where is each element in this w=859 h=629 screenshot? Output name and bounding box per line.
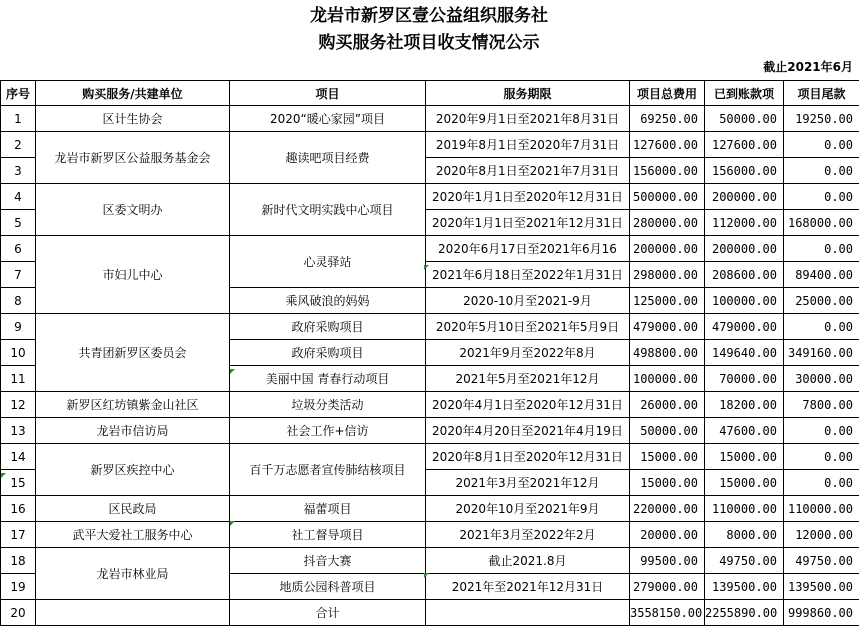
cell-received[interactable]: 156000.00 xyxy=(705,158,784,184)
cell-period[interactable]: 2020年1月1日至2020年12月31日 xyxy=(426,184,630,210)
cell-unit[interactable]: 共青团新罗区委员会 xyxy=(36,314,230,392)
cell-total[interactable]: 3558150.00 xyxy=(630,600,705,626)
cell-balance[interactable]: 0.00 xyxy=(784,418,859,444)
cell-no[interactable]: 13 xyxy=(1,418,36,444)
cell-total[interactable]: 50000.00 xyxy=(630,418,705,444)
cell-received[interactable]: 8000.00 xyxy=(705,522,784,548)
cell-balance[interactable]: 0.00 xyxy=(784,184,859,210)
cell-project[interactable]: 垃圾分类活动 xyxy=(230,392,426,418)
cell-received[interactable]: 15000.00 xyxy=(705,444,784,470)
table-row xyxy=(1,392,859,418)
cell-total[interactable]: 20000.00 xyxy=(630,522,705,548)
cell-indicator-icon xyxy=(1,473,6,478)
cell-received[interactable]: 149640.00 xyxy=(705,340,784,366)
cell-unit[interactable]: 区民政局 xyxy=(36,496,230,522)
cell-period[interactable]: 截止2021.8月 xyxy=(426,548,630,574)
cell-balance[interactable]: 139500.00 xyxy=(784,574,859,600)
cell-balance[interactable]: 19250.00 xyxy=(784,106,859,132)
table-row xyxy=(1,132,859,158)
cell-project[interactable]: 社工督导项目 xyxy=(230,522,426,548)
cell-total[interactable]: 26000.00 xyxy=(630,392,705,418)
cell-period[interactable]: 2020年8月1日至2020年12月31日 xyxy=(426,444,630,470)
cell-total[interactable]: 298000.00 xyxy=(630,262,705,288)
cell-no[interactable]: 17 xyxy=(1,522,36,548)
cell-balance[interactable]: 0.00 xyxy=(784,236,859,262)
cell-total[interactable]: 99500.00 xyxy=(630,548,705,574)
cell-no[interactable]: 1 xyxy=(1,106,36,132)
cell-project[interactable]: 趣读吧项目经费 xyxy=(230,132,426,184)
cell-received[interactable]: 15000.00 xyxy=(705,470,784,496)
cell-total[interactable]: 280000.00 xyxy=(630,210,705,236)
cell-total[interactable]: 220000.00 xyxy=(630,496,705,522)
cell-project[interactable]: 百千万志愿者宣传肺结核项目 xyxy=(230,444,426,496)
cell-total[interactable]: 125000.00 xyxy=(630,288,705,314)
cell-unit[interactable]: 龙岩市林业局 xyxy=(36,548,230,600)
cell-balance[interactable]: 349160.00 xyxy=(784,340,859,366)
cell-balance[interactable]: 49750.00 xyxy=(784,548,859,574)
cell-period[interactable]: 2020年5月10日至2021年5月9日 xyxy=(426,314,630,340)
cell-received[interactable]: 479000.00 xyxy=(705,314,784,340)
cell-received[interactable]: 208600.00 xyxy=(705,262,784,288)
cell-total[interactable]: 279000.00 xyxy=(630,574,705,600)
cell-total[interactable]: 69250.00 xyxy=(630,106,705,132)
cell-indicator-icon xyxy=(424,573,429,578)
cell-period[interactable]: 2020年10月至2021年9月 xyxy=(426,496,630,522)
cell-balance[interactable]: 0.00 xyxy=(784,444,859,470)
cell-indicator-icon xyxy=(230,369,235,374)
cell-project[interactable]: 美丽中国 青春行动项目 xyxy=(230,366,426,392)
cell-received[interactable]: 139500.00 xyxy=(705,574,784,600)
table-row xyxy=(1,236,859,262)
cell-period[interactable]: 2020年8月1日至2021年7月31日 xyxy=(426,158,630,184)
cell-project[interactable]: 2020“暖心家园”项目 xyxy=(230,106,426,132)
cell-balance[interactable]: 0.00 xyxy=(784,470,859,496)
cell-no[interactable]: 9 xyxy=(1,314,36,340)
as-of-date: 截止2021年6月 xyxy=(763,60,853,74)
cell-unit[interactable]: 市妇儿中心 xyxy=(36,236,230,314)
header-unit[interactable]: 购买服务/共建单位 xyxy=(36,81,230,106)
cell-period[interactable]: 2021年至2021年12月31日 xyxy=(426,574,630,600)
cell-indicator-icon xyxy=(230,521,235,526)
cell-unit[interactable]: 龙岩市新罗区公益服务基金会 xyxy=(36,132,230,184)
cell-total[interactable]: 500000.00 xyxy=(630,184,705,210)
cell-received[interactable]: 50000.00 xyxy=(705,106,784,132)
table-row xyxy=(1,496,859,522)
cell-period[interactable]: 2020年1月1日至2021年12月31日 xyxy=(426,210,630,236)
cell-indicator-icon xyxy=(424,265,429,270)
cell-period[interactable] xyxy=(426,600,630,626)
cell-no[interactable]: 3 xyxy=(1,158,36,184)
cell-balance[interactable]: 0.00 xyxy=(784,158,859,184)
cell-period[interactable]: 2020年4月20日至2021年4月19日 xyxy=(426,418,630,444)
cell-balance[interactable]: 25000.00 xyxy=(784,288,859,314)
cell-no[interactable]: 19 xyxy=(1,574,36,600)
cell-project[interactable]: 社会工作+信访 xyxy=(230,418,426,444)
cell-balance[interactable]: 110000.00 xyxy=(784,496,859,522)
table-row xyxy=(1,548,859,574)
cell-balance[interactable]: 89400.00 xyxy=(784,262,859,288)
cell-project[interactable]: 政府采购项目 xyxy=(230,314,426,340)
cell-project[interactable]: 地质公园科普项目 xyxy=(230,574,426,600)
cell-received[interactable]: 200000.00 xyxy=(705,184,784,210)
cell-unit[interactable]: 区计生协会 xyxy=(36,106,230,132)
cell-unit[interactable]: 武平大爱社工服务中心 xyxy=(36,522,230,548)
cell-no[interactable]: 15 xyxy=(1,470,36,496)
cell-period[interactable]: 2021年5月至2021年12月 xyxy=(426,366,630,392)
cell-project[interactable]: 乘风破浪的妈妈 xyxy=(230,288,426,314)
cell-total[interactable]: 479000.00 xyxy=(630,314,705,340)
cell-unit[interactable] xyxy=(36,600,230,626)
cell-no[interactable]: 18 xyxy=(1,548,36,574)
header-received[interactable]: 已到账款项 xyxy=(705,81,784,106)
table-row xyxy=(1,106,859,132)
table-row xyxy=(1,184,859,210)
header-row xyxy=(1,81,859,106)
cell-total[interactable]: 200000.00 xyxy=(630,236,705,262)
cell-received[interactable]: 200000.00 xyxy=(705,236,784,262)
cell-balance[interactable]: 30000.00 xyxy=(784,366,859,392)
cell-no[interactable]: 10 xyxy=(1,340,36,366)
cell-period[interactable]: 2019年8月1日至2020年7月31日 xyxy=(426,132,630,158)
cell-received[interactable]: 127600.00 xyxy=(705,132,784,158)
cell-unit[interactable]: 区委文明办 xyxy=(36,184,230,236)
cell-total[interactable]: 156000.00 xyxy=(630,158,705,184)
table-row xyxy=(1,522,859,548)
expense-table xyxy=(0,80,859,626)
cell-no[interactable]: 14 xyxy=(1,444,36,470)
cell-no[interactable]: 11 xyxy=(1,366,36,392)
total-row xyxy=(1,600,859,626)
cell-balance[interactable]: 999860.00 xyxy=(784,600,859,626)
cell-received[interactable]: 49750.00 xyxy=(705,548,784,574)
cell-received[interactable]: 112000.00 xyxy=(705,210,784,236)
cell-project[interactable]: 新时代文明实践中心项目 xyxy=(230,184,426,236)
cell-no[interactable]: 7 xyxy=(1,262,36,288)
cell-balance[interactable]: 0.00 xyxy=(784,132,859,158)
cell-unit[interactable]: 新罗区疾控中心 xyxy=(36,444,230,496)
cell-no[interactable]: 20 xyxy=(1,600,36,626)
sheet-title: 龙岩市新罗区壹公益组织服务社 xyxy=(310,6,548,26)
cell-project[interactable]: 合计 xyxy=(230,600,426,626)
cell-total[interactable]: 100000.00 xyxy=(630,366,705,392)
table-row xyxy=(1,444,859,470)
header-project[interactable]: 项目 xyxy=(230,81,426,106)
header-period[interactable]: 服务期限 xyxy=(426,81,630,106)
cell-unit[interactable]: 新罗区红坊镇紫金山社区 xyxy=(36,392,230,418)
cell-received[interactable]: 18200.00 xyxy=(705,392,784,418)
cell-balance[interactable]: 12000.00 xyxy=(784,522,859,548)
cell-no[interactable]: 4 xyxy=(1,184,36,210)
cell-period[interactable]: 2021年9月至2022年8月 xyxy=(426,340,630,366)
table-row xyxy=(1,314,859,340)
cell-no[interactable]: 16 xyxy=(1,496,36,522)
cell-project[interactable]: 抖音大赛 xyxy=(230,548,426,574)
cell-total[interactable]: 15000.00 xyxy=(630,444,705,470)
cell-received[interactable]: 110000.00 xyxy=(705,496,784,522)
header-balance[interactable]: 项目尾款 xyxy=(784,81,859,106)
cell-received[interactable]: 47600.00 xyxy=(705,418,784,444)
cell-unit[interactable]: 龙岩市信访局 xyxy=(36,418,230,444)
cell-period[interactable]: 2020年4月1日至2020年12月31日 xyxy=(426,392,630,418)
cell-period[interactable]: 2021年3月至2022年2月 xyxy=(426,522,630,548)
cell-balance[interactable]: 0.00 xyxy=(784,314,859,340)
cell-balance[interactable]: 7800.00 xyxy=(784,392,859,418)
cell-received[interactable]: 100000.00 xyxy=(705,288,784,314)
cell-period[interactable]: 2021年3月至2021年12月 xyxy=(426,470,630,496)
cell-no[interactable]: 8 xyxy=(1,288,36,314)
cell-balance[interactable]: 168000.00 xyxy=(784,210,859,236)
cell-total[interactable]: 15000.00 xyxy=(630,470,705,496)
cell-total[interactable]: 498800.00 xyxy=(630,340,705,366)
cell-received[interactable]: 2255890.00 xyxy=(705,600,784,626)
cell-project[interactable]: 心灵驿站 xyxy=(230,236,426,288)
cell-no[interactable]: 12 xyxy=(1,392,36,418)
cell-period[interactable]: 2020年6月17日至2021年6月16 xyxy=(426,236,630,262)
cell-project[interactable]: 福蕾项目 xyxy=(230,496,426,522)
cell-project[interactable]: 政府采购项目 xyxy=(230,340,426,366)
sheet-subtitle: 购买服务社项目收支情况公示 xyxy=(318,33,540,53)
cell-no[interactable]: 6 xyxy=(1,236,36,262)
cell-total[interactable]: 127600.00 xyxy=(630,132,705,158)
cell-no[interactable]: 2 xyxy=(1,132,36,158)
cell-no[interactable]: 5 xyxy=(1,210,36,236)
cell-period[interactable]: 2021年6月18日至2022年1月31日 xyxy=(426,262,630,288)
header-no[interactable]: 序号 xyxy=(1,81,36,106)
cell-period[interactable]: 2020年9月1日至2021年8月31日 xyxy=(426,106,630,132)
header-total[interactable]: 项目总费用 xyxy=(630,81,705,106)
table-row xyxy=(1,418,859,444)
cell-period[interactable]: 2020-10月至2021-9月 xyxy=(426,288,630,314)
cell-received[interactable]: 70000.00 xyxy=(705,366,784,392)
